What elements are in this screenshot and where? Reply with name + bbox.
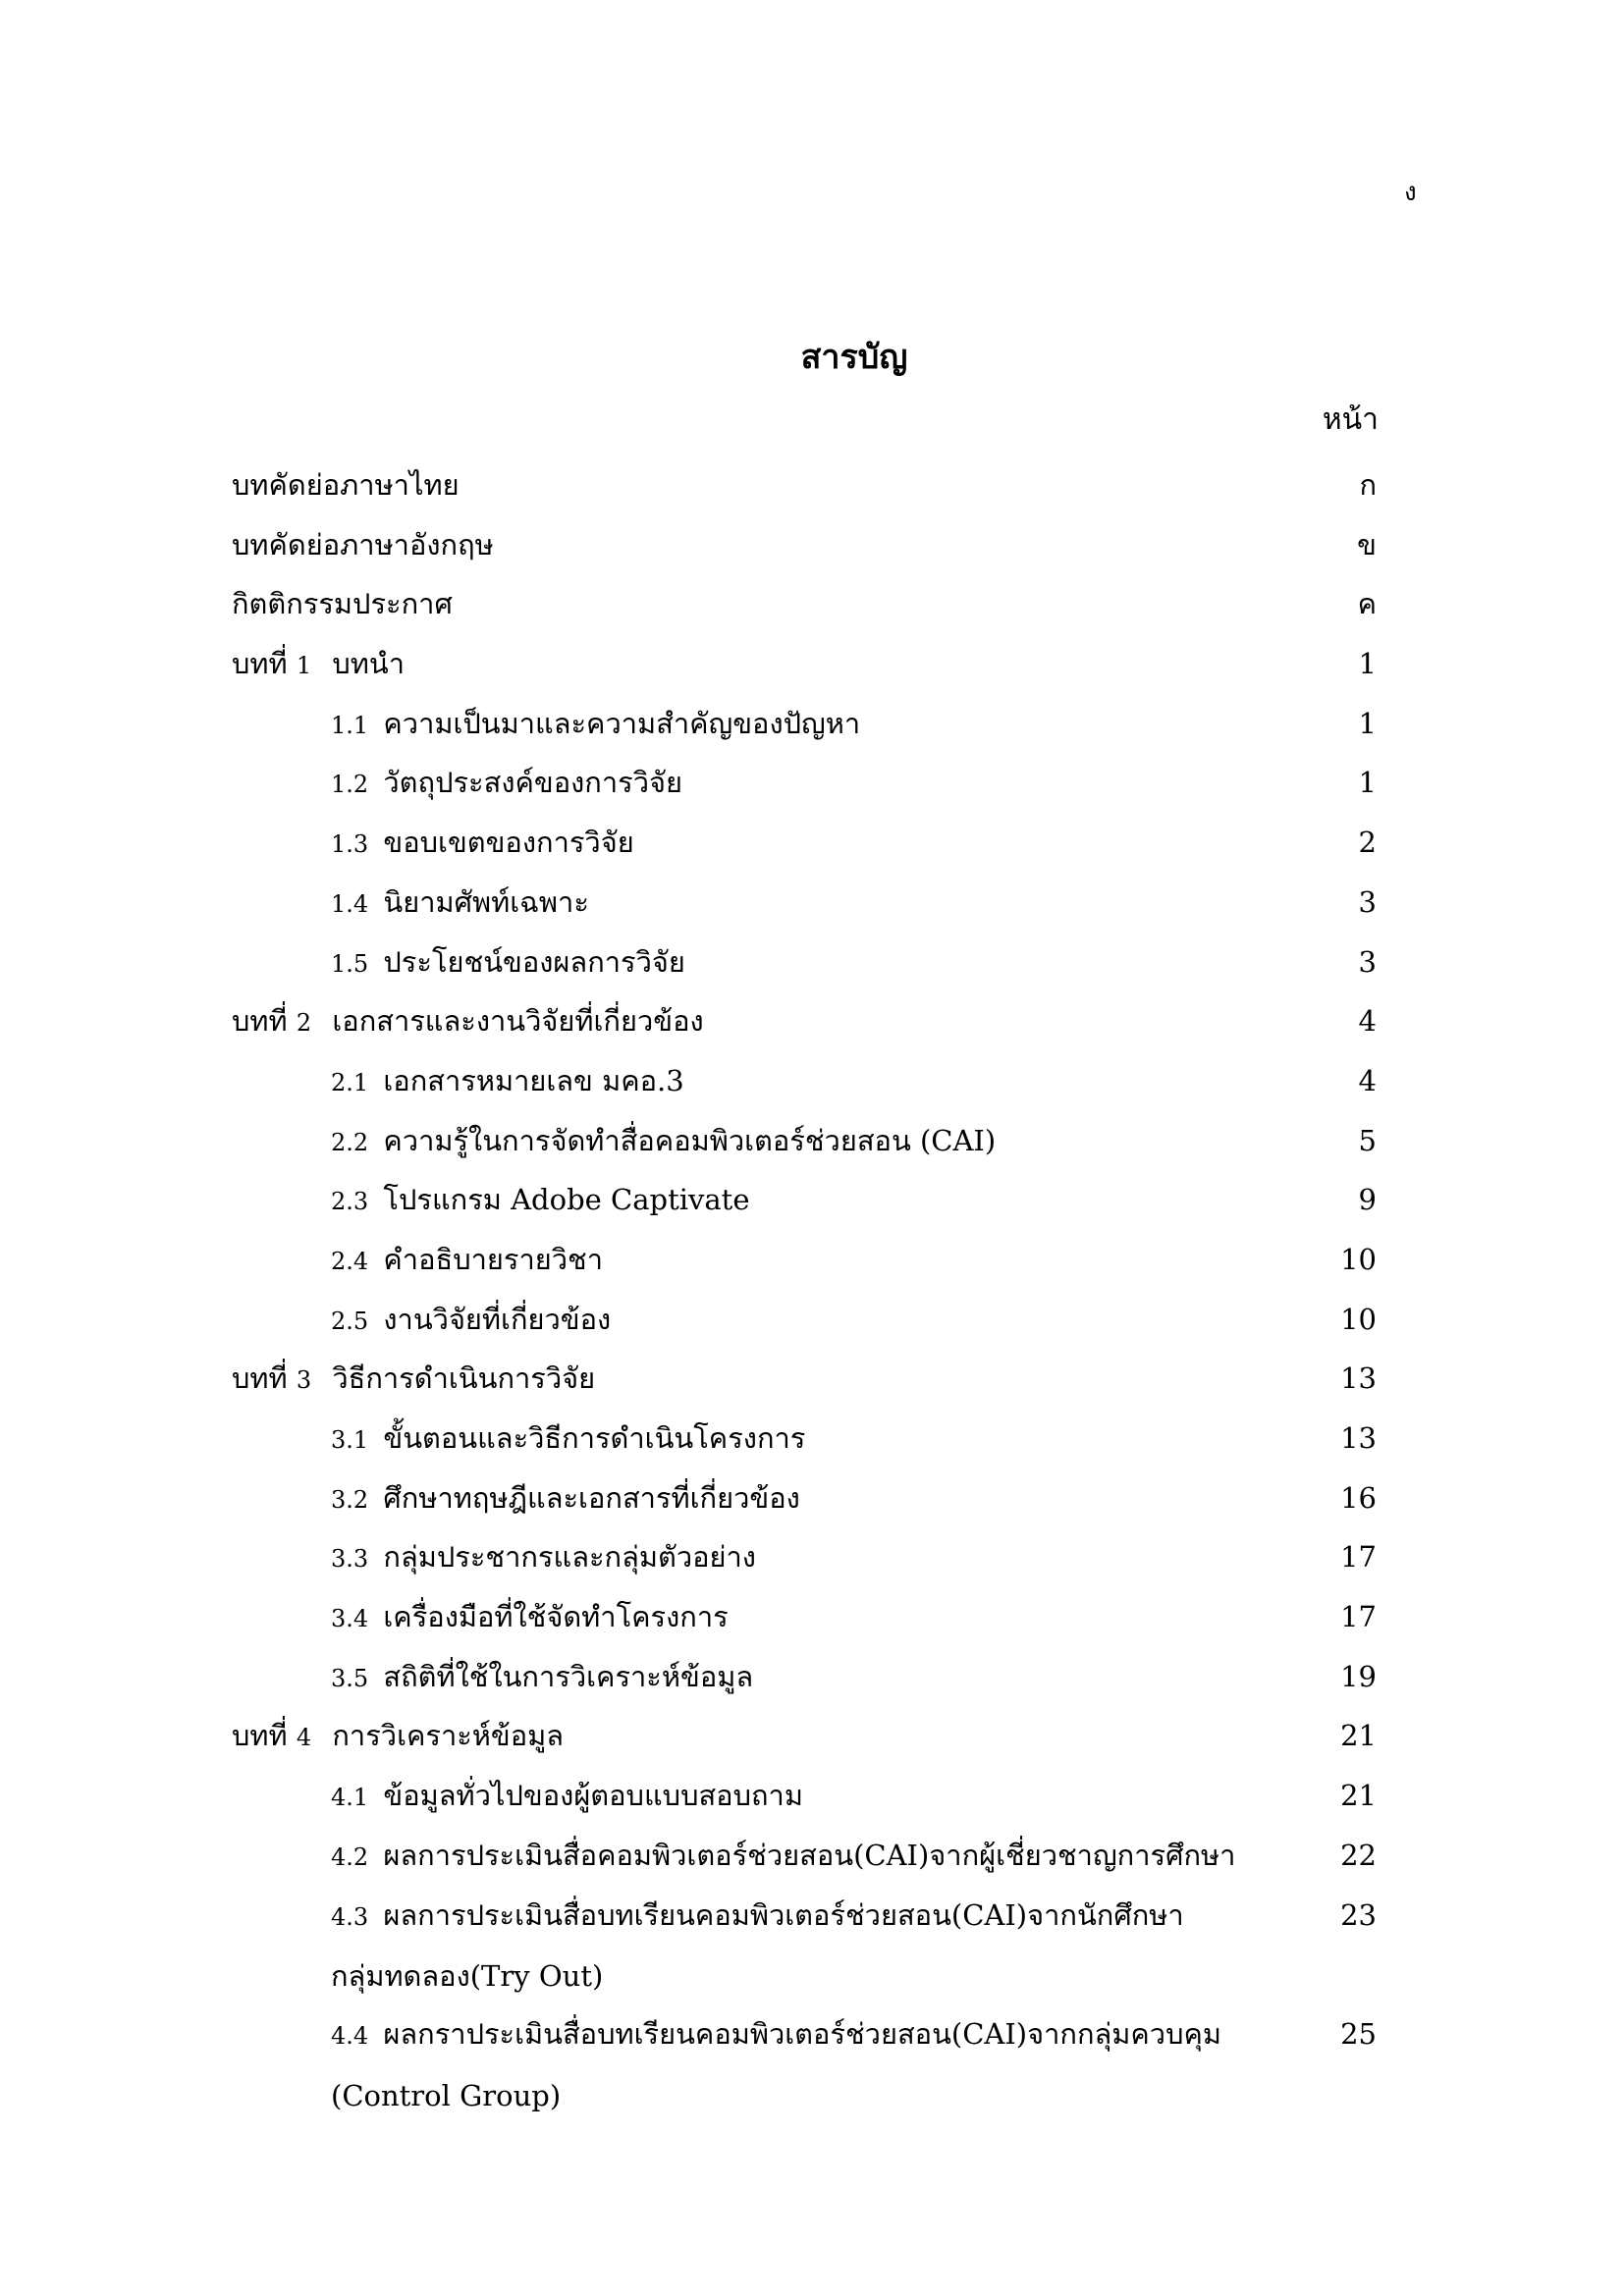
- section-number: 2.2: [331, 1128, 369, 1156]
- toc-entry-text: ผลการประเมินสื่อคอมพิวเตอร์ช่วยสอน(CAI)จากผู้เชี่ยวชาญการศึกษา: [383, 1838, 1236, 1872]
- toc-entry-label: [331, 1298, 611, 1343]
- toc-page-number: 21: [1340, 1719, 1377, 1753]
- table-of-contents: [0, 455, 1624, 2123]
- toc-entry-text: ความเป็นมาและความสำคัญของปัญหา: [383, 706, 861, 740]
- section-number: 4.4: [331, 2021, 369, 2050]
- toc-entry-text: ข้อมูลทั่วไปของผู้ตอบแบบสอบถาม: [383, 1779, 803, 1813]
- toc-page-number: 3: [1358, 884, 1377, 919]
- toc-entry-text: บทคัดย่อภาษาไทย: [232, 468, 460, 502]
- toc-page-number: 9: [1358, 1183, 1377, 1217]
- chapter-prefix: บทที่: [232, 647, 288, 681]
- section-number: 3.2: [331, 1485, 369, 1514]
- page-number: ง: [1404, 178, 1417, 207]
- toc-page-number: 13: [1340, 1421, 1377, 1455]
- toc-page-number: 5: [1358, 1123, 1377, 1157]
- toc-entry-text: ประโยชน์ของผลการวิจัย: [383, 944, 685, 979]
- toc-entry: [0, 1886, 1624, 2004]
- toc-entry-text: ความรู้ในการจัดทำสื่อคอมพิวเตอร์ช่วยสอน (CAI): [383, 1123, 997, 1157]
- toc-entry-label: [232, 1357, 595, 1402]
- toc-entry-label: [232, 1714, 564, 1759]
- toc-entry: [0, 753, 1624, 813]
- toc-entry-label: [331, 1834, 1235, 1879]
- section-number: 2.3: [331, 1188, 369, 1216]
- section-number: 1.1: [331, 711, 369, 739]
- toc-page-number: 3: [1358, 944, 1377, 979]
- toc-entry: [0, 634, 1624, 694]
- toc-page-number: 1: [1358, 647, 1377, 681]
- toc-entry: [0, 2004, 1624, 2123]
- toc-entry-text: โปรแกรม Adobe Captivate: [383, 1183, 750, 1217]
- toc-page-number: 23: [1340, 1897, 1377, 1932]
- toc-page-number: 1: [1358, 706, 1377, 740]
- section-number: 2.4: [331, 1247, 369, 1275]
- toc-entry-text: เอกสารและงานวิจัยที่เกี่ยวข้อง: [332, 1004, 704, 1039]
- section-number: 2.5: [331, 1307, 369, 1335]
- toc-entry: [0, 574, 1624, 634]
- toc-entry-text: บทคัดย่อภาษาอังกฤษ: [232, 527, 494, 561]
- toc-entry-text: ผลกราประเมินสื่อบทเรียนคอมพิวเตอร์ช่วยสอน(CAI)จากกลุ่มควบคุม (Control Group): [331, 2016, 1222, 2112]
- toc-entry-text: คำอธิบายรายวิชา: [383, 1242, 603, 1276]
- toc-entry-label: [331, 2004, 1234, 2125]
- toc-entry: [0, 1527, 1624, 1587]
- toc-entry: [0, 1587, 1624, 1647]
- toc-entry-label: [331, 1476, 800, 1522]
- toc-entry-text: วัตถุประสงค์ของการวิจัย: [383, 766, 682, 800]
- chapter-number: 4: [296, 1724, 312, 1752]
- toc-entry-label: [331, 1178, 749, 1223]
- chapter-prefix: บทที่: [232, 1719, 288, 1753]
- toc-entry: [0, 1349, 1624, 1409]
- toc-entry-label: [232, 463, 460, 507]
- toc-page-number: 16: [1340, 1480, 1377, 1515]
- toc-entry: [0, 991, 1624, 1051]
- toc-page-number: 13: [1340, 1362, 1377, 1396]
- toc-entry-text: นิยามศัพท์เฉพาะ: [383, 884, 589, 919]
- toc-entry-label: [232, 999, 704, 1044]
- toc-entry-label: [232, 582, 453, 625]
- toc-entry: [0, 1111, 1624, 1171]
- section-number: 4.3: [331, 1902, 369, 1931]
- toc-page-number: 19: [1340, 1659, 1377, 1693]
- section-number: 4.2: [331, 1842, 369, 1871]
- toc-entry: [0, 1706, 1624, 1766]
- toc-entry-text: กิตติกรรมประกาศ: [232, 587, 453, 621]
- chapter-number: 3: [296, 1366, 312, 1395]
- section-number: 1.5: [331, 949, 369, 978]
- toc-entry: [0, 1230, 1624, 1290]
- toc-page-number: 2: [1358, 826, 1377, 860]
- page-column-header: หน้า: [1322, 402, 1379, 437]
- toc-page-number: ข: [1357, 527, 1377, 561]
- toc-entry: [0, 1647, 1624, 1707]
- toc-entry-label: [331, 1416, 805, 1462]
- toc-entry-text: งานวิจัยที่เกี่ยวข้อง: [383, 1302, 612, 1336]
- section-number: 4.1: [331, 1784, 369, 1812]
- toc-entry: [0, 515, 1624, 575]
- toc-entry-text: กลุ่มประชากรและกลุ่มตัวอย่าง: [383, 1540, 756, 1575]
- toc-entry: [0, 1468, 1624, 1528]
- toc-entry: [0, 813, 1624, 873]
- toc-entry-text: บทนำ: [332, 647, 405, 681]
- toc-entry-text: ขอบเขตของการวิจัย: [383, 826, 634, 860]
- toc-entry: [0, 1766, 1624, 1826]
- toc-page-number: 4: [1358, 1063, 1377, 1097]
- toc-entry-label: [331, 1059, 684, 1104]
- toc-page-number: 1: [1358, 766, 1377, 800]
- toc-entry-label: [331, 702, 860, 747]
- toc-page-number: 4: [1358, 1004, 1377, 1039]
- toc-page-number: 25: [1340, 2016, 1377, 2051]
- toc-page-number: 22: [1340, 1838, 1377, 1872]
- section-number: 1.4: [331, 889, 369, 918]
- toc-entry-text: วิธีการดำเนินการวิจัย: [332, 1362, 596, 1396]
- toc-page-number: 17: [1340, 1540, 1377, 1575]
- section-number: 1.3: [331, 830, 369, 859]
- toc-page-number: 10: [1340, 1242, 1377, 1276]
- toc-entry-label: [331, 940, 685, 986]
- chapter-number: 2: [296, 1009, 312, 1038]
- toc-entry: [0, 1409, 1624, 1468]
- toc-entry-label: [331, 1119, 996, 1164]
- toc-page-number: 21: [1340, 1779, 1377, 1813]
- section-number: 3.1: [331, 1426, 369, 1454]
- toc-entry-label: [331, 821, 634, 866]
- toc-entry-label: [331, 1238, 603, 1283]
- toc-entry-text: เอกสารหมายเลข มคอ.3: [383, 1063, 684, 1097]
- toc-entry: [0, 1051, 1624, 1111]
- chapter-prefix: บทที่: [232, 1004, 288, 1039]
- toc-page-number: ค: [1357, 587, 1377, 621]
- toc-entry-text: การวิเคราะห์ข้อมูล: [332, 1719, 565, 1753]
- toc-page-number: 17: [1340, 1600, 1377, 1634]
- toc-entry: [0, 694, 1624, 754]
- section-number: 1.2: [331, 771, 369, 799]
- toc-entry-label: [331, 1886, 1234, 2006]
- toc-entry-text: ขั้นตอนและวิธีการดำเนินโครงการ: [383, 1421, 806, 1455]
- toc-entry-label: [331, 1774, 803, 1819]
- toc-entry-label: [331, 761, 682, 806]
- chapter-prefix: บทที่: [232, 1362, 288, 1396]
- toc-entry-label: [232, 523, 494, 566]
- toc-entry-label: [331, 1655, 753, 1700]
- toc-entry-label: [331, 1535, 756, 1580]
- toc-entry-label: [331, 881, 589, 926]
- page-title: สารบัญ: [800, 338, 908, 377]
- section-number: 2.1: [331, 1068, 369, 1096]
- toc-entry: [0, 455, 1624, 515]
- toc-page-number: 10: [1340, 1302, 1377, 1336]
- toc-entry-text: สถิติที่ใช้ในการวิเคราะห์ข้อมูล: [383, 1659, 754, 1693]
- toc-entry: [0, 1826, 1624, 1886]
- toc-page-number: ก: [1359, 468, 1377, 502]
- toc-entry-text: เครื่องมือที่ใช้จัดทำโครงการ: [383, 1600, 729, 1634]
- toc-entry-label: [331, 1595, 729, 1640]
- toc-entry: [0, 873, 1624, 933]
- section-number: 3.3: [331, 1545, 369, 1574]
- toc-entry: [0, 1290, 1624, 1350]
- toc-entry-label: [232, 642, 405, 687]
- section-number: 3.4: [331, 1605, 369, 1633]
- toc-entry: [0, 1170, 1624, 1230]
- section-number: 3.5: [331, 1664, 369, 1692]
- toc-entry-text: ผลการประเมินสื่อบทเรียนคอมพิวเตอร์ช่วยสอน(CAI)จากนักศึกษากลุ่มทดลอง(Try Out): [331, 1897, 1184, 1994]
- toc-entry: [0, 933, 1624, 992]
- toc-entry-text: ศึกษาทฤษฎีและเอกสารที่เกี่ยวข้อง: [383, 1480, 800, 1515]
- chapter-number: 1: [296, 652, 312, 680]
